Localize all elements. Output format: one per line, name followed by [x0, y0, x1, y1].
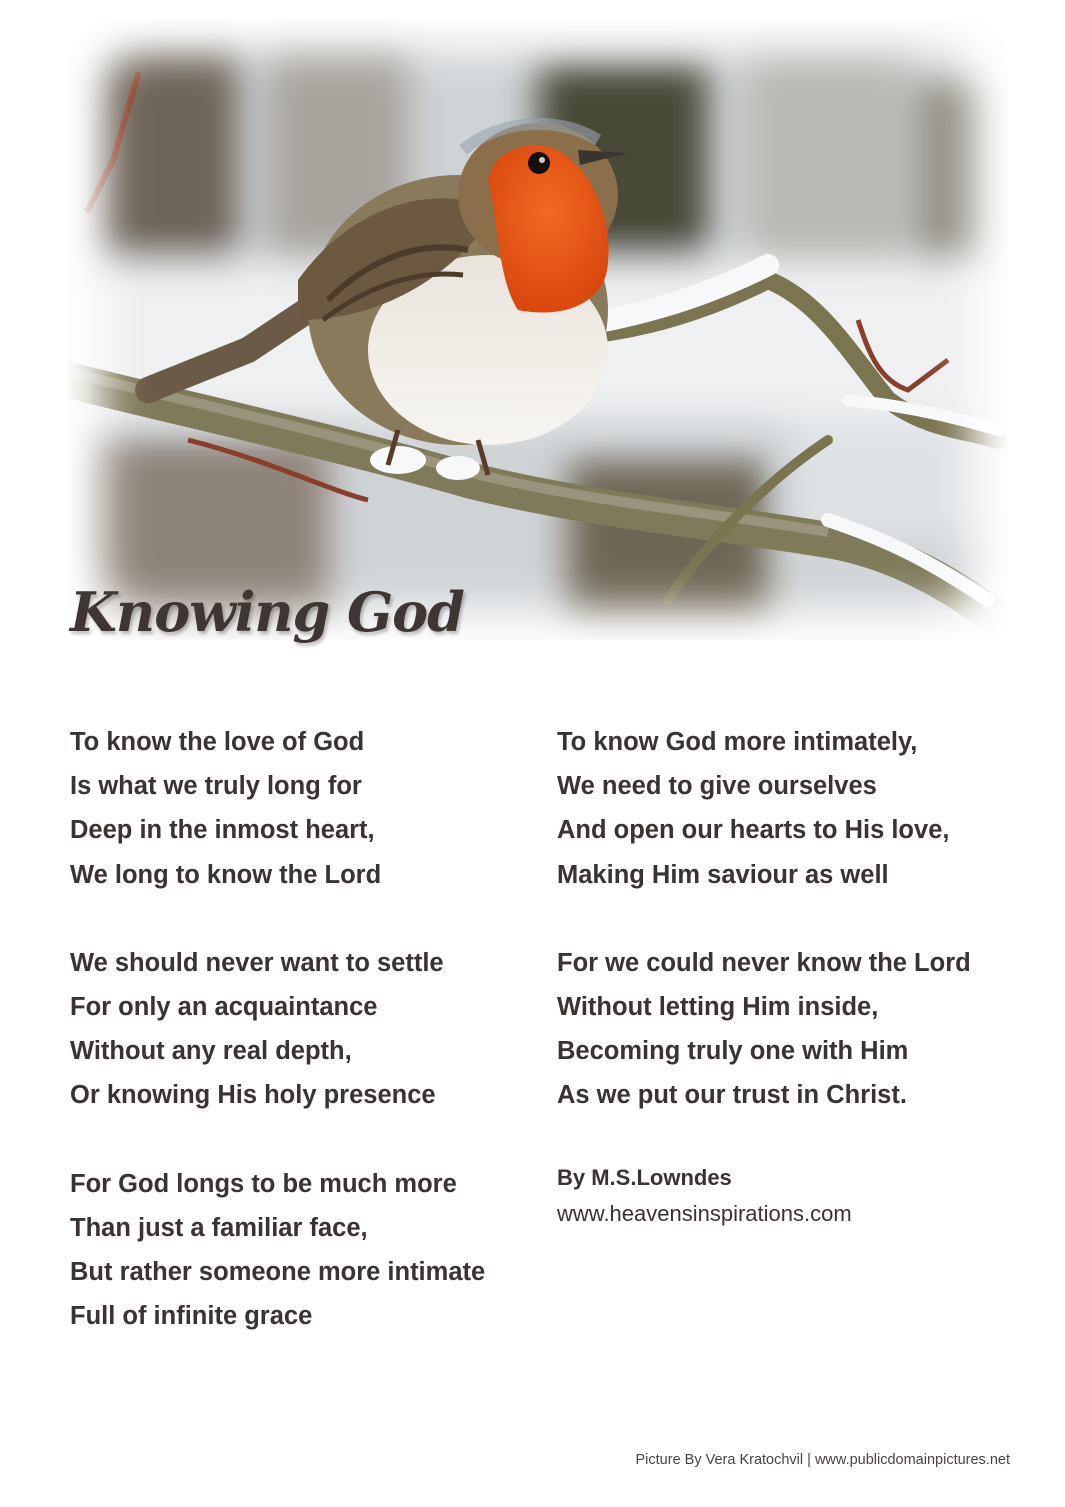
poem-line: Becoming truly one with Him	[557, 1037, 909, 1066]
poem-left-column	[70, 720, 540, 1382]
poem-line: Or knowing His holy presence	[70, 1081, 436, 1110]
stanza-1	[70, 720, 540, 897]
poem-line: Without letting Him inside,	[557, 993, 879, 1022]
poem-line: Full of infinite grace	[70, 1302, 313, 1331]
poem-line: For God longs to be much more	[70, 1169, 457, 1198]
poem-line: Than just a familiar face,	[70, 1213, 368, 1242]
poem-line: To know God more intimately,	[557, 728, 918, 756]
author-website-link[interactable]: www.heavensinspirations.com	[557, 1200, 852, 1226]
poem-line: We should never want to settle	[70, 948, 444, 977]
stanza-2	[70, 941, 540, 1118]
poem-line: And open our hearts to His love,	[557, 816, 950, 845]
poem-line: For we could never know the Lord	[557, 948, 971, 977]
picture-credit: Picture By Vera Kratochvil | www.publicdomainpictures.net	[635, 1452, 1010, 1468]
poem-line: As we put our trust in Christ.	[557, 1081, 907, 1110]
author-byline: By M.S.Lowndes	[557, 1164, 732, 1190]
poem-line: For only an acquaintance	[70, 993, 378, 1022]
poem-line: We long to know the Lord	[70, 860, 382, 889]
poem-line: Is what we truly long for	[70, 772, 362, 801]
poem-line: But rather someone more intimate	[70, 1258, 486, 1287]
stanza-3	[70, 1162, 540, 1339]
poem-line: We need to give ourselves	[557, 772, 877, 801]
poem-line: To know the love of God	[70, 728, 365, 756]
poem-title: Knowing God	[70, 580, 464, 644]
stanza-4	[557, 720, 1027, 897]
robin-photo	[68, 20, 1008, 640]
poem-line: Deep in the inmost heart,	[70, 816, 375, 845]
stanza-5	[557, 941, 1027, 1118]
poem-line: Without any real depth,	[70, 1037, 352, 1066]
poem-line: Making Him saviour as well	[557, 860, 889, 889]
poem-right-column	[557, 720, 1027, 1232]
